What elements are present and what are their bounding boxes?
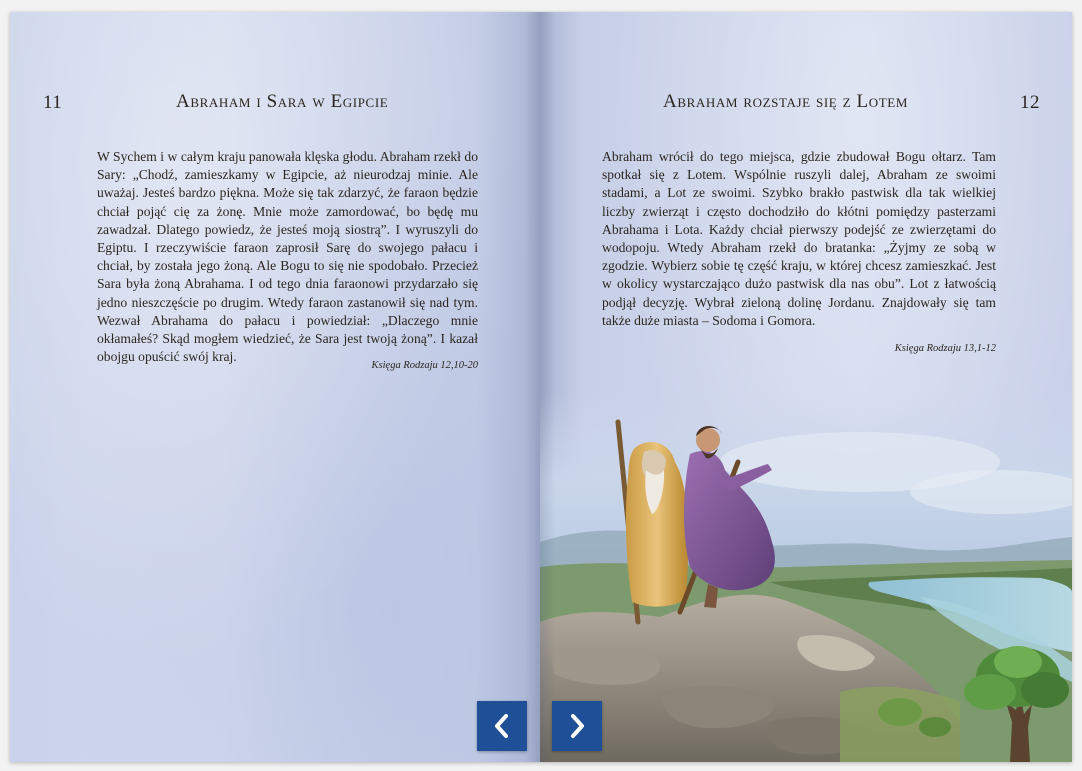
body-text-left: W Sychem i w całym kraju panowała klęska głodu. Abraham rzekł do Sary: „Chodź, zamieszkamy w Egipcie, aż nieurodzaj minie. Ale uważaj. Jesteś bardzo piękna. Może się tak zdarzyć, że faraon będzie chciał pojąć cię za żonę. Mnie może zamordować, bo będę mu zawadzał. Dlatego powiedz, że jesteś moją siostrą”. I wyruszyli do Egiptu. I rzeczywiście faraon zaprosił Sarę do swojego pałacu i chciał, by została jego żoną. Ale Bogu to się nie spodobało. Przecież Sara była żoną Abrahama. I od tego dnia faraonowi przydarzało się jedno nieszczęście po drugim. Wtedy faraon zastanowił się nad tym. Wezwał Abrahama do pałacu i powiedział: „Dlaczego mnie okłamałeś? Skąd mogłem wiedzieć, że Sara jest twoją żoną”. I kazał obojgu opuścić swój kraj. — [97, 149, 478, 365]
page-number-left: 11 — [43, 92, 63, 113]
chevron-left-icon — [491, 713, 513, 739]
source-reference-left: Księga Rodzaju 12,10-20 — [371, 360, 478, 371]
next-page-button[interactable] — [552, 701, 602, 751]
right-page — [540, 12, 1072, 762]
illustration-abraham-and-lot — [540, 392, 1072, 762]
body-text-right: Abraham wrócił do tego miejsca, gdzie zbudował Bogu ołtarz. Tam spotkał się z Lotem. Wspólnie ruszyli dalej, Abraham ze swoimi stadami, a Lot ze swoimi. Szybko brakło pastwisk dla tak wielkiej liczby zwierząt i często dochodziło do kłótni pomiędzy pasterzami Abrahama i Lota. Każdy chciał pierwszy podejść ze zwierzętami do wodopoju. Wtedy Abraham rzekł do bratanka: „Żyjmy ze sobą w zgodzie. Wybierz sobie tę część kraju, w której chcesz zamieszkać. Jest w okolicy wystarczająco dużo pastwisk dla nas obu”. Lot z łatwością podjął decyzję. Wybrał zieloną dolinę Jordanu. Znajdowały się tam także duże miasta – Sodoma i Gomora. — [602, 149, 996, 328]
chapter-title-right: Abraham rozstaje się z Lotem — [663, 91, 908, 112]
chapter-title-left: Abraham i Sara w Egipcie — [176, 91, 389, 112]
left-page — [10, 12, 540, 762]
chevron-right-icon — [566, 713, 588, 739]
previous-page-button[interactable] — [477, 701, 527, 751]
page-number-right: 12 — [1020, 92, 1040, 113]
book-spread — [10, 12, 1072, 762]
source-reference-right: Księga Rodzaju 13,1-12 — [894, 343, 996, 354]
